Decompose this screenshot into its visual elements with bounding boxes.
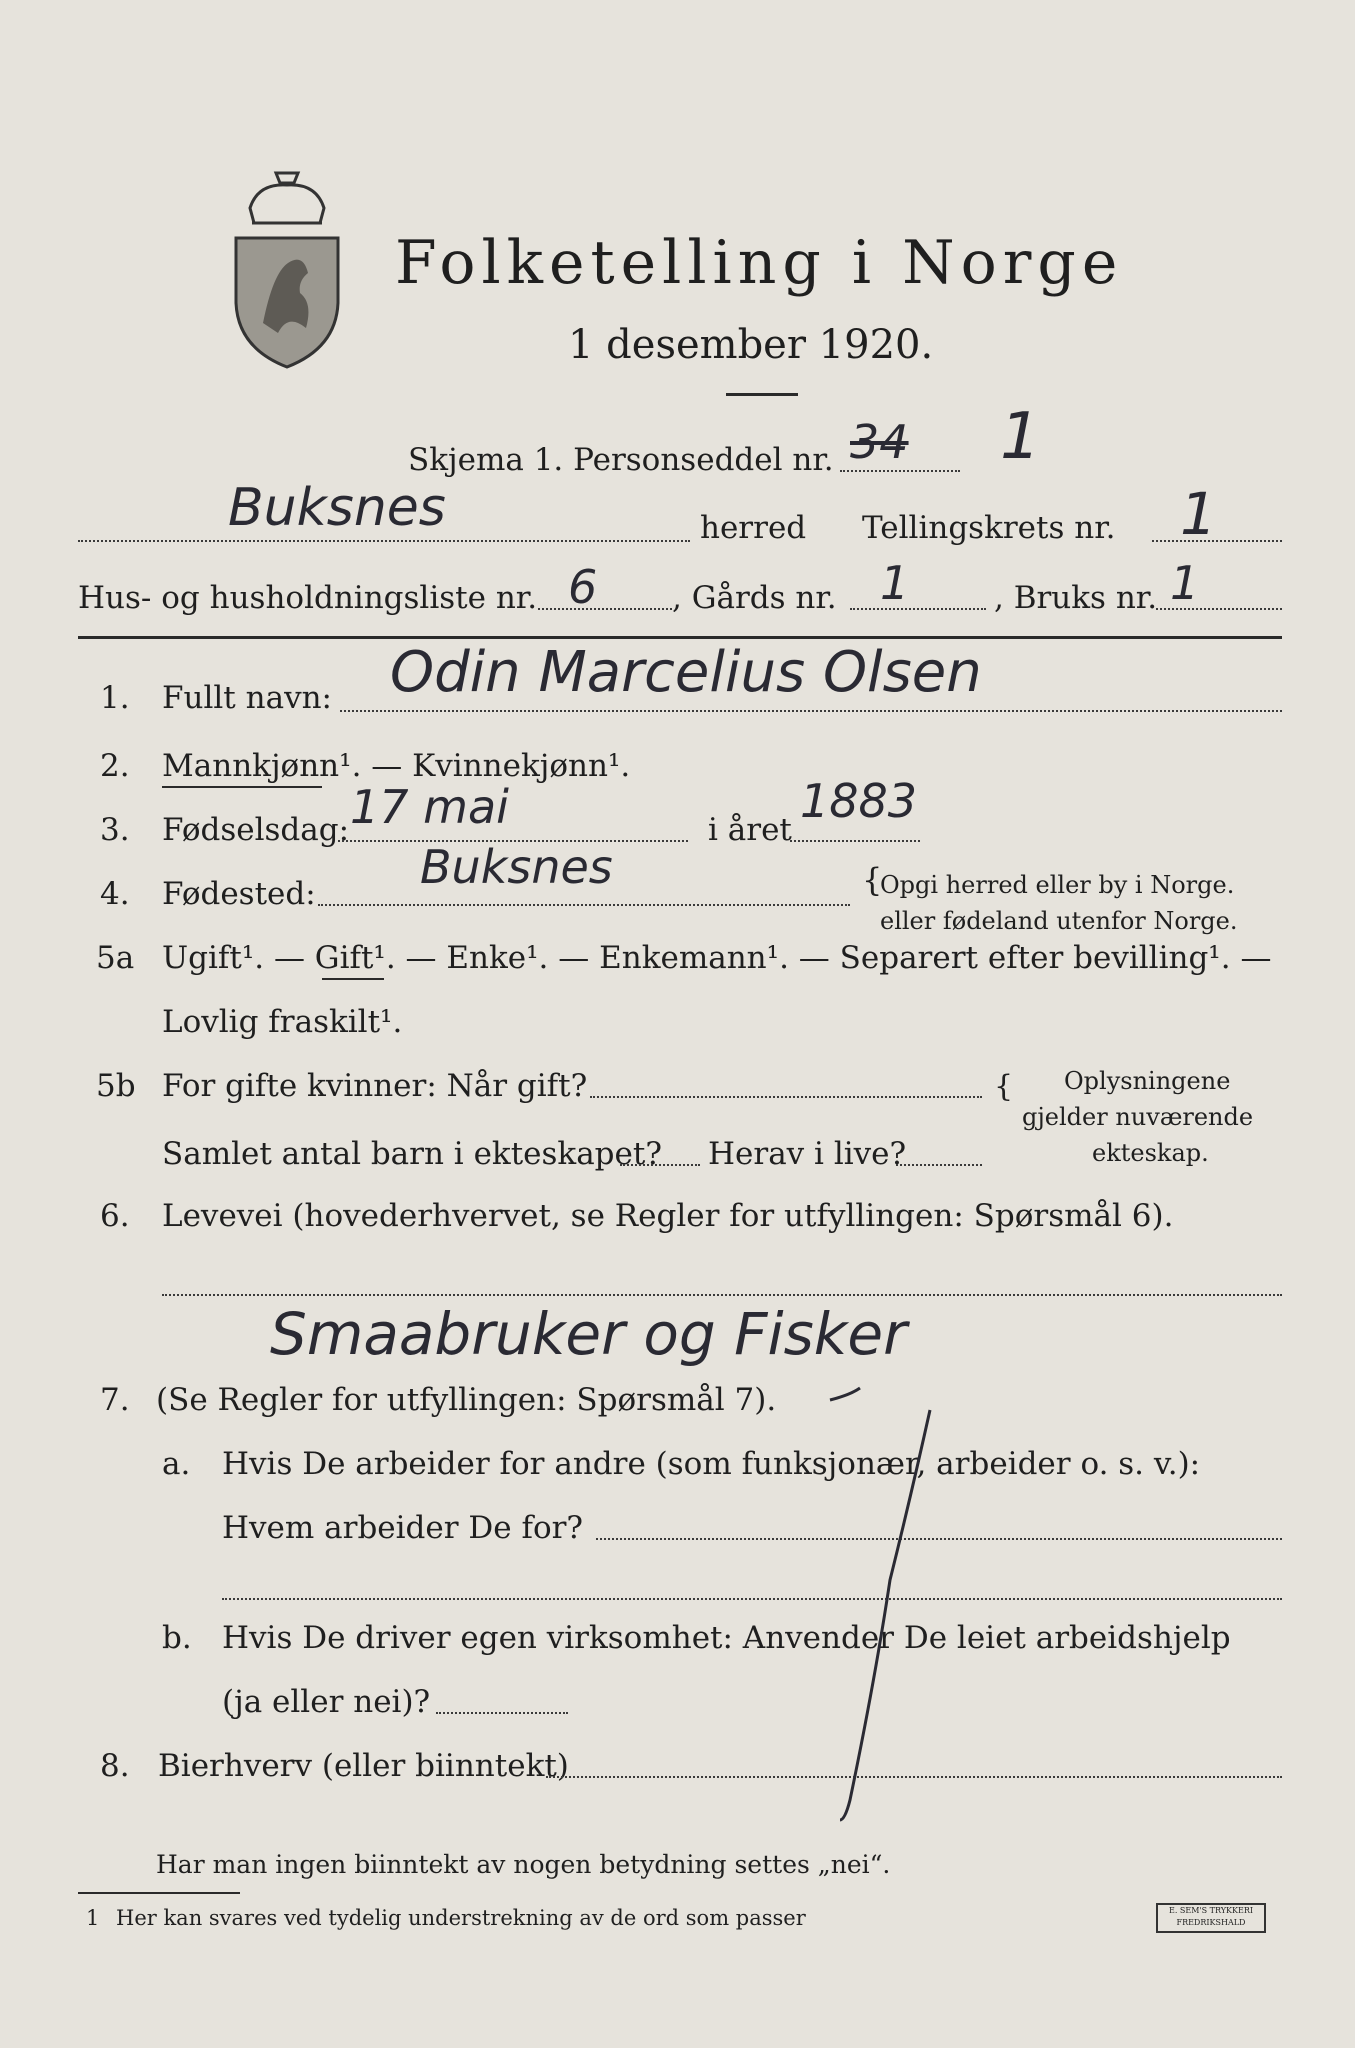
q3-birthday: 17 mai bbox=[350, 780, 509, 834]
q1-full-name: Odin Marcelius Olsen bbox=[390, 640, 982, 705]
footnote-mark: 1 bbox=[86, 1906, 100, 1930]
q5b-label: For gifte kvinner: Når gift? bbox=[162, 1068, 588, 1104]
q5a-number: 5a bbox=[96, 940, 135, 976]
census-form: Folketelling i Norge 1 desember 1920. Skjema 1. Personseddel nr. 34 1 Buksnes herred Tellingskrets nr. 1 Hus- og husholdningsliste nr. 6 , Gårds nr. 1 , Bruks nr. 1 1. Fullt navn: Odin Marcelius Olsen 2. Mannkjønn¹. — Kvinnekjønn¹. 3. Fødselsdag: 17 mai i året 1883 4. Fødested: Buksnes { Opgi herred eller by i Norge. eller fødeland utenfor Norge. 5a Ugift¹. — Gift¹. — Enke¹. — Enkemann¹. — Separert efter bevilling¹. — Lovlig fraskilt¹. 5b For gifte kvinner: Når gift? Samlet antal barn i ekteskapet? Herav i live? { Oplysningene gjelder nuværende ekteskap. 6. Levevei (hovederhvervet, se Regler for utfyllingen: Spørsmål 6). Smaabruker og Fisker 7. (Se Regler for utfyllingen: Spørsmål 7). a. Hvis De arbeider for andre (som funksjonær, arbeider o. s. v.): Hvem arbeider De for? b. Hvis De driver egen virksomhet: Anvender De leiet arbeidshjelp (ja eller nei)? 8. Bierhverv (eller biinntekt) Har man ingen biinntekt av nogen betydning settes „nei“. 1 Her kan svares ved tydelig understrekning av de ord som passer E. SEM'S TRYKKERI FREDRIKSHALD bbox=[0, 0, 1355, 2048]
tellingskrets-label: Tellingskrets nr. bbox=[862, 510, 1116, 546]
coat-of-arms-icon bbox=[228, 163, 346, 369]
printer-stamp: E. SEM'S TRYKKERI FREDRIKSHALD bbox=[1156, 1903, 1266, 1933]
q7b-text-2: (ja eller nei)? bbox=[222, 1684, 431, 1720]
q7-number: 7. bbox=[100, 1382, 130, 1418]
q5b-children-label: Samlet antal barn i ekteskapet? bbox=[162, 1136, 662, 1172]
herred-label: herred bbox=[700, 510, 807, 546]
q2-underline-mannkjonn bbox=[162, 786, 322, 788]
q7b-number: b. bbox=[162, 1620, 192, 1656]
form-title: Folketelling i Norge bbox=[395, 228, 1124, 298]
q7b-text: Hvis De driver egen virksomhet: Anvender De leiet arbeidshjelp bbox=[222, 1620, 1231, 1656]
q3-label: Fødselsdag: bbox=[162, 812, 350, 848]
q5a-underline-gift bbox=[322, 978, 384, 980]
q6-number: 6. bbox=[100, 1198, 130, 1234]
q2-number: 2. bbox=[100, 748, 130, 784]
q4-note-1: Opgi herred eller by i Norge. bbox=[880, 871, 1235, 899]
q1-number: 1. bbox=[100, 680, 130, 716]
q5b-note-2: gjelder nuværende bbox=[1022, 1103, 1254, 1131]
q7a-text: Hvis De arbeider for andre (som funksjonær, arbeider o. s. v.): bbox=[222, 1446, 1201, 1482]
bruks-label: , Bruks nr. bbox=[994, 580, 1158, 616]
footnote-text: Her kan svares ved tydelig understrekning av de ord som passer bbox=[116, 1906, 806, 1930]
q5a-marital-options: Ugift¹. — Gift¹. — Enke¹. — Enkemann¹. — Separert efter bevilling¹. — bbox=[162, 940, 1272, 976]
q7-label: (Se Regler for utfyllingen: Spørsmål 7). bbox=[156, 1382, 777, 1418]
q4-label: Fødested: bbox=[162, 876, 316, 912]
q4-note-2: eller fødeland utenfor Norge. bbox=[880, 907, 1238, 935]
q5b-note-1: Oplysningene bbox=[1064, 1067, 1231, 1095]
title-divider bbox=[726, 393, 798, 396]
q3-number: 3. bbox=[100, 812, 130, 848]
q8-number: 8. bbox=[100, 1748, 130, 1784]
q6-occupation: Smaabruker og Fisker bbox=[270, 1300, 907, 1368]
gards-label: , Gårds nr. bbox=[672, 580, 837, 616]
q1-label: Fullt navn: bbox=[162, 680, 332, 716]
header-rule bbox=[78, 636, 1282, 639]
q5b-number: 5b bbox=[96, 1068, 136, 1104]
q7a-employer-label: Hvem arbeider De for? bbox=[222, 1510, 584, 1546]
herred-value: Buksnes bbox=[228, 478, 446, 538]
footnote-rule bbox=[78, 1892, 240, 1894]
gards-value: 1 bbox=[880, 556, 910, 610]
q5a-marital-options-2: Lovlig fraskilt¹. bbox=[162, 1004, 403, 1040]
tellingskrets-value: 1 bbox=[1180, 480, 1217, 548]
bruks-value: 1 bbox=[1170, 556, 1200, 610]
handwritten-dash-mark bbox=[820, 1380, 940, 1830]
hus-value: 6 bbox=[568, 560, 598, 614]
q7a-number: a. bbox=[162, 1446, 191, 1482]
q5b-note-3: ekteskap. bbox=[1092, 1139, 1209, 1167]
q6-label: Levevei (hovederhvervet, se Regler for utfyllingen: Spørsmål 6). bbox=[162, 1198, 1174, 1234]
q3-birth-year: 1883 bbox=[800, 774, 918, 828]
q8-label: Bierhverv (eller biinntekt) bbox=[158, 1748, 569, 1784]
skjema-label: Skjema 1. Personseddel nr. bbox=[408, 442, 834, 478]
q4-number: 4. bbox=[100, 876, 130, 912]
q5b-alive-label: Herav i live? bbox=[708, 1136, 907, 1172]
footer-note: Har man ingen biinntekt av nogen betydning settes „nei“. bbox=[156, 1850, 891, 1879]
hus-label: Hus- og husholdningsliste nr. bbox=[78, 580, 538, 616]
census-date: 1 desember 1920. bbox=[568, 322, 934, 368]
q2-sex-options: Mannkjønn¹. — Kvinnekjønn¹. bbox=[162, 748, 631, 784]
q3-year-label: i året bbox=[708, 812, 792, 848]
q4-birthplace: Buksnes bbox=[420, 840, 613, 894]
skjema-value: 1 bbox=[1000, 400, 1041, 474]
skjema-struck-value: 34 bbox=[850, 415, 909, 469]
